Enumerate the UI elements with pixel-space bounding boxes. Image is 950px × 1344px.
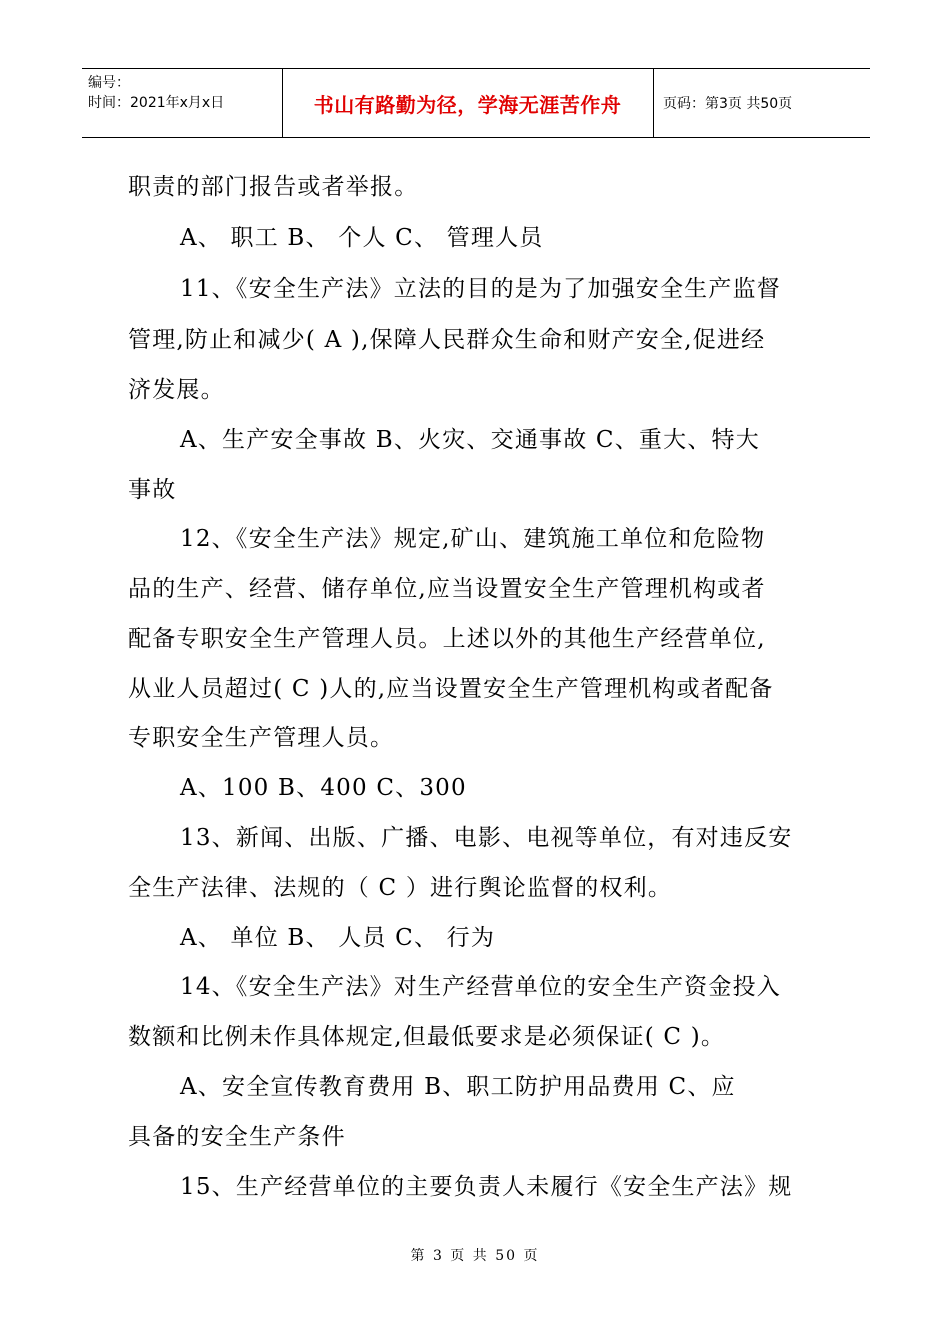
text-line: 管理,防止和减少( A ),保障人民群众生命和财产安全,促进经 [128,327,766,353]
header-page-info: 页码：第3页 共50页 [663,96,793,112]
header-motto: 书山有路勤为径，学海无涯苦作舟 [282,69,654,137]
page-footer: 第 3 页 共 50 页 [410,1248,540,1264]
text-line: 品的生产、经营、储存单位,应当设置安全生产管理机构或者 [128,576,766,602]
text-line: 数额和比例未作具体规定,但最低要求是必须保证( C )。 [128,1024,726,1050]
option-line: A、安全宣传教育费用 B、职工防护用品费用 C、应 [180,1074,736,1100]
option-line: A、生产安全事故 B、火灾、交通事故 C、重大、特大 [180,427,760,453]
text-line: 济发展。 [128,377,225,403]
question-15: 15、生产经营单位的主要负责人未履行《安全生产法》规 [180,1174,793,1200]
text-line: 职责的部门报告或者举报。 [128,174,419,200]
text-line: 全生产法律、法规的（ C ）进行舆论监督的权利。 [128,875,673,901]
question-11: 11、《安全生产法》立法的目的是为了加强安全生产监督 [180,276,781,302]
text-line: 专职安全生产管理人员。 [128,725,395,751]
question-14: 14、《安全生产法》对生产经营单位的安全生产资金投入 [180,974,781,1000]
text-line: 从业人员超过( C )人的,应当设置安全生产管理机构或者配备 [128,676,774,702]
code-label: 编号： [88,75,130,91]
option-line: A、100 B、400 C、300 [180,775,467,801]
option-line: A、 单位 B、 人员 C、 行为 [180,925,496,951]
page-header [82,68,870,138]
date-label: 时间：2021年x月x日 [88,95,225,111]
question-13: 13、新闻、出版、广播、电影、电视等单位，有对违反安 [180,825,793,851]
text-line: 具备的安全生产条件 [128,1124,346,1150]
header-meta [82,69,283,137]
question-12: 12、《安全生产法》规定,矿山、建筑施工单位和危险物 [180,526,766,552]
text-line: 配备专职安全生产管理人员。上述以外的其他生产经营单位, [128,626,766,652]
text-line: 事故 [128,477,177,503]
option-line: A、 职工 B、 个人 C、 管理人员 [180,225,544,251]
